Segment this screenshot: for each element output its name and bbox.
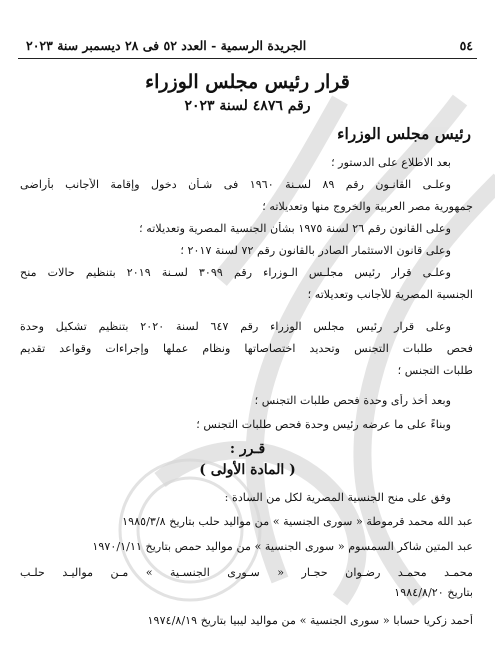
naturalized-person-3-line1: محمـد محمـد رضـوان حجـار « سـورى الجنسـية » مـن مواليـد حلـب — [20, 566, 473, 579]
preamble-decree-647-line2: فحص طلبات التجنس وتحديد اختصاصاتها ونظام عملها وإجراءات وقواعد تقديم — [20, 342, 473, 355]
naturalized-person-4: أحمد زكريا حسابا « سورى الجنسية » من مواليد ليبيا بتاريخ ١٩٧٤/٨/١٩ — [147, 614, 473, 627]
header-rule — [18, 58, 477, 59]
naturalized-person-3-line2: بتاريخ ١٩٨٤/٨/٢٠ — [394, 586, 473, 599]
decision-heading: قـرر : — [229, 441, 266, 457]
preamble-unit-proposal: وبناءً على ما عرضه رئيس وحدة فحص طلبات التجنس ؛ — [196, 418, 451, 431]
preamble-law-1960-line2: جمهورية مصر العربية والخروج منها وتعديلاته ؛ — [262, 200, 473, 213]
preamble-decree-3099-line1: وعلـى قرار رئيس مجلـس الـوزراء رقم ٣٠٩٩ لسـنة ٢٠١٩ بتنظيم حالات منح — [20, 266, 451, 279]
preamble-decree-647-line3: طلبات التجنس ؛ — [397, 364, 473, 377]
preamble-decree-3099-line2: الجنسية المصرية للأجانب وتعديلاته ؛ — [307, 288, 473, 301]
naturalized-person-1: عبد الله محمد قرموطة « سورى الجنسية » من مواليد حلب بتاريخ ١٩٨٥/٣/٨ — [122, 515, 473, 528]
article-intro: وفق على منح الجنسية المصرية لكل من السادة : — [224, 491, 451, 504]
running-header — [26, 36, 473, 54]
decree-issuer: رئيس مجلس الوزراء — [337, 124, 471, 143]
decree-number: رقم ٤٨٧٦ لسنة ٢٠٢٣ — [184, 98, 311, 114]
preamble-constitution: بعد الاطلاع على الدستور ؛ — [331, 156, 451, 169]
article-heading: ( المادة الأولى ) — [199, 462, 296, 478]
preamble-law-1975: وعلى القانون رقم ٢٦ لسنة ١٩٧٥ بشأن الجنسية المصرية وتعديلاته ؛ — [139, 222, 451, 235]
preamble-investment-law: وعلى قانون الاستثمار الصادر بالقانون رقم ٧٢ لسنة ٢٠١٧ ؛ — [180, 244, 451, 257]
preamble-law-1960-line1: وعلـى القانـون رقم ٨٩ لسـنة ١٩٦٠ فى شـأن دخول وإقامة الأجانب بأراضى — [20, 178, 451, 191]
preamble-decree-647-line1: وعلى قرار رئيس مجلس الوزراء رقم ٦٤٧ لسنة ٢٠٢٠ بتنظيم تشكيل وحدة — [20, 320, 451, 333]
naturalized-person-2: عبد المتين شاكر السمسوم « سورى الجنسية » من مواليد حمص بتاريخ ١٩٧٠/١/١١ — [92, 540, 473, 553]
preamble-unit-opinion: وبعد أخذ رأى وحدة فحص طلبات التجنس ؛ — [254, 394, 451, 407]
decree-title: قرار رئيس مجلس الوزراء — [145, 71, 350, 93]
gazette-info: الجريدة الرسمية - العدد ٥٢ فى ٢٨ ديسمبر سنة ٢٠٢٣ — [26, 37, 307, 53]
page-number: ٥٤ — [459, 37, 473, 53]
